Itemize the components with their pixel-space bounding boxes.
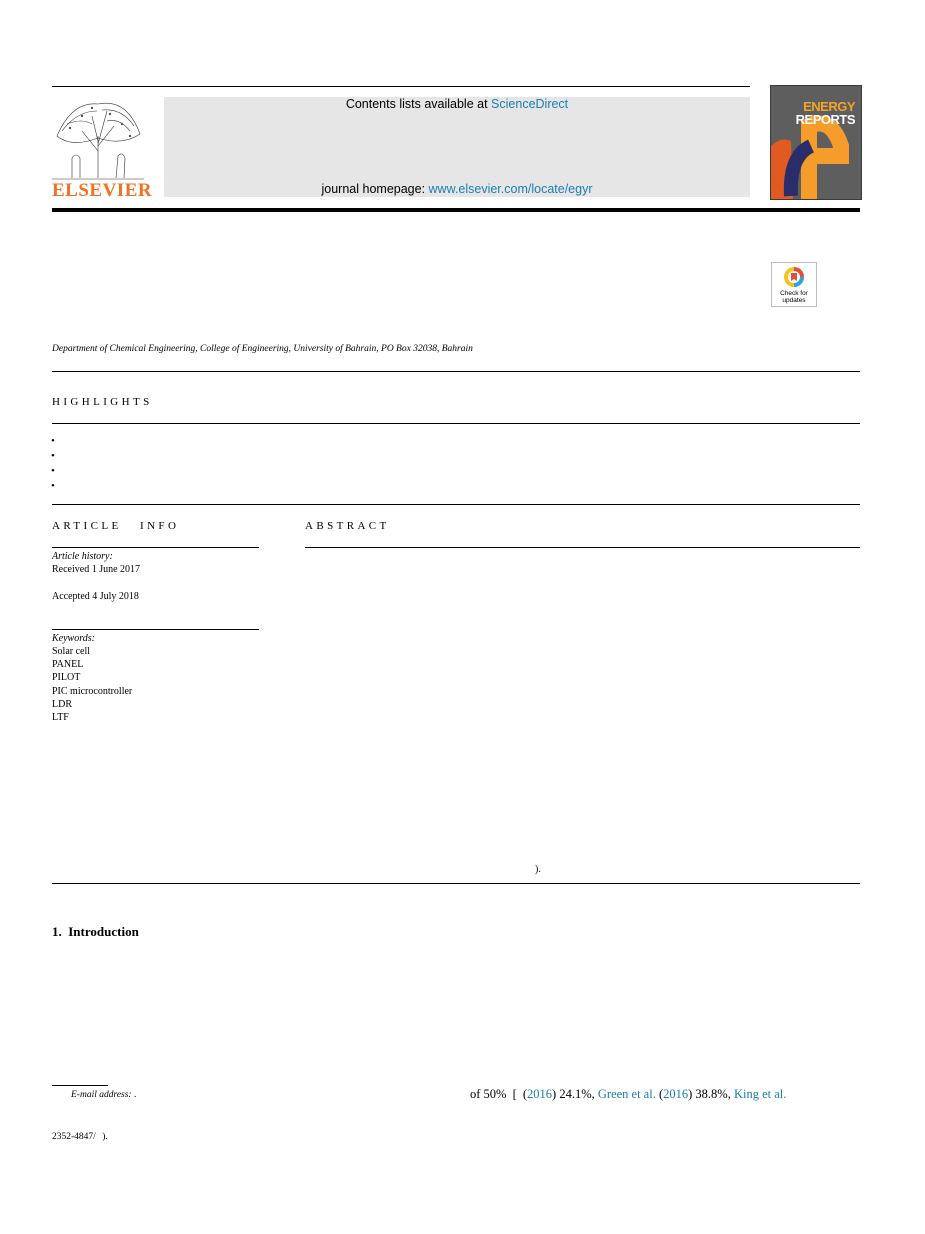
article-history-label: Article history: bbox=[52, 551, 113, 562]
contents-prefix: Contents lists available at bbox=[345, 97, 488, 111]
highlights-bottom-rule bbox=[52, 504, 860, 505]
highlight-bullet: • bbox=[51, 465, 55, 477]
highlights-mid-rule bbox=[52, 423, 860, 424]
accepted-date: Accepted 4 July 2018 bbox=[52, 591, 139, 602]
article-info-rule bbox=[52, 547, 259, 548]
elsevier-wordmark: ELSEVIER bbox=[52, 180, 153, 201]
citation-line bbox=[470, 1087, 786, 1102]
abstract-rule bbox=[305, 547, 860, 548]
homepage-prefix: journal homepage: bbox=[321, 182, 426, 196]
check-updates-icon bbox=[783, 266, 805, 288]
keyword-item: Solar cell bbox=[52, 646, 91, 657]
journal-cover bbox=[770, 85, 862, 200]
highlight-bullet: • bbox=[51, 450, 55, 462]
header-thick-rule bbox=[52, 208, 860, 212]
article-info-heading: ARTICLE INFO bbox=[52, 520, 180, 532]
email-tail: . bbox=[133, 1090, 137, 1100]
keywords-rule bbox=[52, 629, 259, 630]
keyword-item: PIC microcontroller bbox=[52, 686, 133, 697]
citation-author-link[interactable]: Green et al. bbox=[597, 1087, 656, 1101]
contents-line bbox=[164, 97, 750, 111]
highlight-bullet: • bbox=[51, 435, 55, 447]
check-updates-line2: updates bbox=[782, 297, 806, 304]
citation-year-link[interactable]: 2016 bbox=[527, 1087, 553, 1101]
received-date: Received 1 June 2017 bbox=[52, 564, 141, 575]
homepage-line bbox=[164, 182, 750, 196]
highlight-bullet: • bbox=[51, 480, 55, 492]
citation-year-link[interactable]: 2016 bbox=[663, 1087, 689, 1101]
keyword-item: PILOT bbox=[52, 672, 81, 683]
footnote-rule bbox=[52, 1085, 108, 1086]
highlights-heading: HIGHLIGHTS bbox=[52, 396, 153, 408]
elsevier-tree-icon bbox=[52, 96, 144, 180]
citation-paren: ( bbox=[658, 1087, 664, 1101]
keyword-item: LDR bbox=[52, 699, 72, 710]
keyword-item: LTF bbox=[52, 712, 69, 723]
author-affiliation: Department of Chemical Engineering, College of Engineering, University of Bahrain, PO Box 32038, Bahrain bbox=[52, 344, 473, 354]
sciencedirect-link[interactable]: ScienceDirect bbox=[491, 97, 569, 111]
check-updates-line1: Check for bbox=[780, 290, 808, 297]
citation-author-link[interactable]: King et al. bbox=[733, 1087, 787, 1101]
keywords-label: Keywords: bbox=[52, 633, 95, 644]
abstract-bottom-rule bbox=[52, 883, 860, 884]
cover-title bbox=[796, 100, 855, 126]
citation-text: of 50% bbox=[470, 1087, 507, 1101]
cover-title-line1: ENERGY bbox=[803, 99, 855, 114]
homepage-link[interactable]: www.elsevier.com/locate/egyr bbox=[428, 182, 593, 196]
elsevier-logo bbox=[52, 96, 144, 180]
highlights-top-rule bbox=[52, 371, 860, 372]
issn-line bbox=[52, 1132, 108, 1142]
citation-paren: ( bbox=[522, 1087, 528, 1101]
citation-bracket: [ bbox=[512, 1087, 517, 1101]
introduction-heading: 1. Introduction bbox=[52, 924, 139, 939]
abstract-tail: ). bbox=[535, 864, 541, 875]
citation-value: ) 38.8%, bbox=[688, 1087, 731, 1101]
check-for-updates-badge[interactable] bbox=[771, 262, 817, 307]
journal-info-box bbox=[164, 97, 750, 197]
issn-tail: ). bbox=[102, 1132, 108, 1142]
citation-value: ) 24.1%, bbox=[552, 1087, 595, 1101]
email-footnote bbox=[71, 1090, 136, 1100]
keyword-item: PANEL bbox=[52, 659, 84, 670]
email-label: E-mail address: bbox=[71, 1090, 132, 1100]
cover-title-line2: REPORTS bbox=[795, 112, 855, 127]
abstract-heading: ABSTRACT bbox=[305, 520, 390, 532]
issn: 2352-4847/ bbox=[52, 1132, 96, 1142]
header-top-rule bbox=[52, 86, 750, 87]
